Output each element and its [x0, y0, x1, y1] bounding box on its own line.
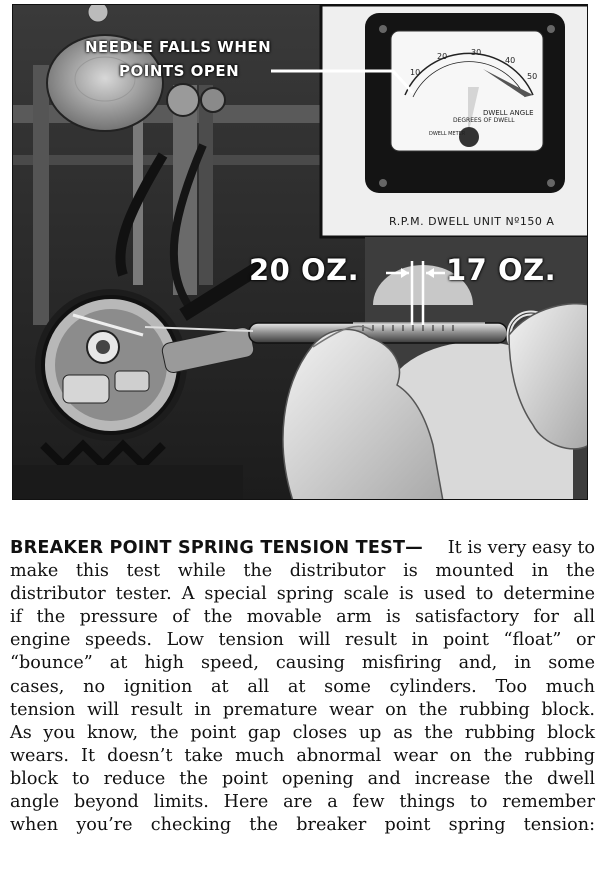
scale-reading-17oz: 17 OZ. — [446, 253, 557, 287]
meter-tick-0: 10 — [410, 68, 421, 77]
article-text — [10, 537, 595, 837]
text-line-3: distributor tester. A special spring scale is used to determine — [10, 584, 595, 605]
text-line-7: cases, no ignition at all at some cylinders. Too much — [10, 676, 595, 697]
meter-tick-2: 30 — [471, 48, 482, 57]
text-line-4: if the pressure of the movable arm is satisfactory for all — [10, 607, 595, 628]
text-line-8: tension will result in premature wear on the rubbing block. — [10, 699, 595, 720]
unit-nameplate: R.P.M. DWELL UNIT Nº150 A — [389, 215, 555, 228]
meter-tick-3: 40 — [505, 56, 516, 65]
meter-title: DWELL ANGLE — [483, 109, 534, 117]
meter-tick-1: 20 — [437, 52, 448, 61]
photo-spring-tension-test — [12, 4, 588, 500]
text-line-6: “bounce” at high speed, causing misfiring and, in some — [10, 653, 595, 674]
text-line-1-body: It is very easy to — [447, 538, 595, 558]
text-line-11: block to reduce the point opening and increase the dwell — [10, 768, 595, 789]
callout-needle-line1: NEEDLE FALLS WHEN — [85, 38, 272, 56]
section-heading: BREAKER POINT SPRING TENSION TEST— — [10, 538, 423, 558]
text-line-13: when you’re checking the breaker point spring tension: — [10, 815, 595, 836]
meter-scale-label: DEGREES OF DWELL — [453, 117, 515, 124]
meter-tick-4: 50 — [527, 72, 538, 81]
text-line-10: wears. It doesn’t take much abnormal wear on the rubbing — [10, 745, 595, 766]
text-line-9: As you know, the point gap closes up as the rubbing block — [10, 722, 595, 743]
callout-needle-line2: POINTS OPEN — [119, 62, 240, 80]
text-line-12: angle beyond limits. Here are a few things to remember — [10, 792, 595, 813]
text-line-2: make this test while the distributor is mounted in the — [10, 561, 595, 582]
meter-brand: DWELL METER — [429, 131, 466, 137]
scale-reading-20oz: 20 OZ. — [249, 253, 360, 287]
text-line-5: engine speeds. Low tension will result in point “float” or — [10, 630, 595, 651]
text-line-1 — [10, 537, 595, 560]
